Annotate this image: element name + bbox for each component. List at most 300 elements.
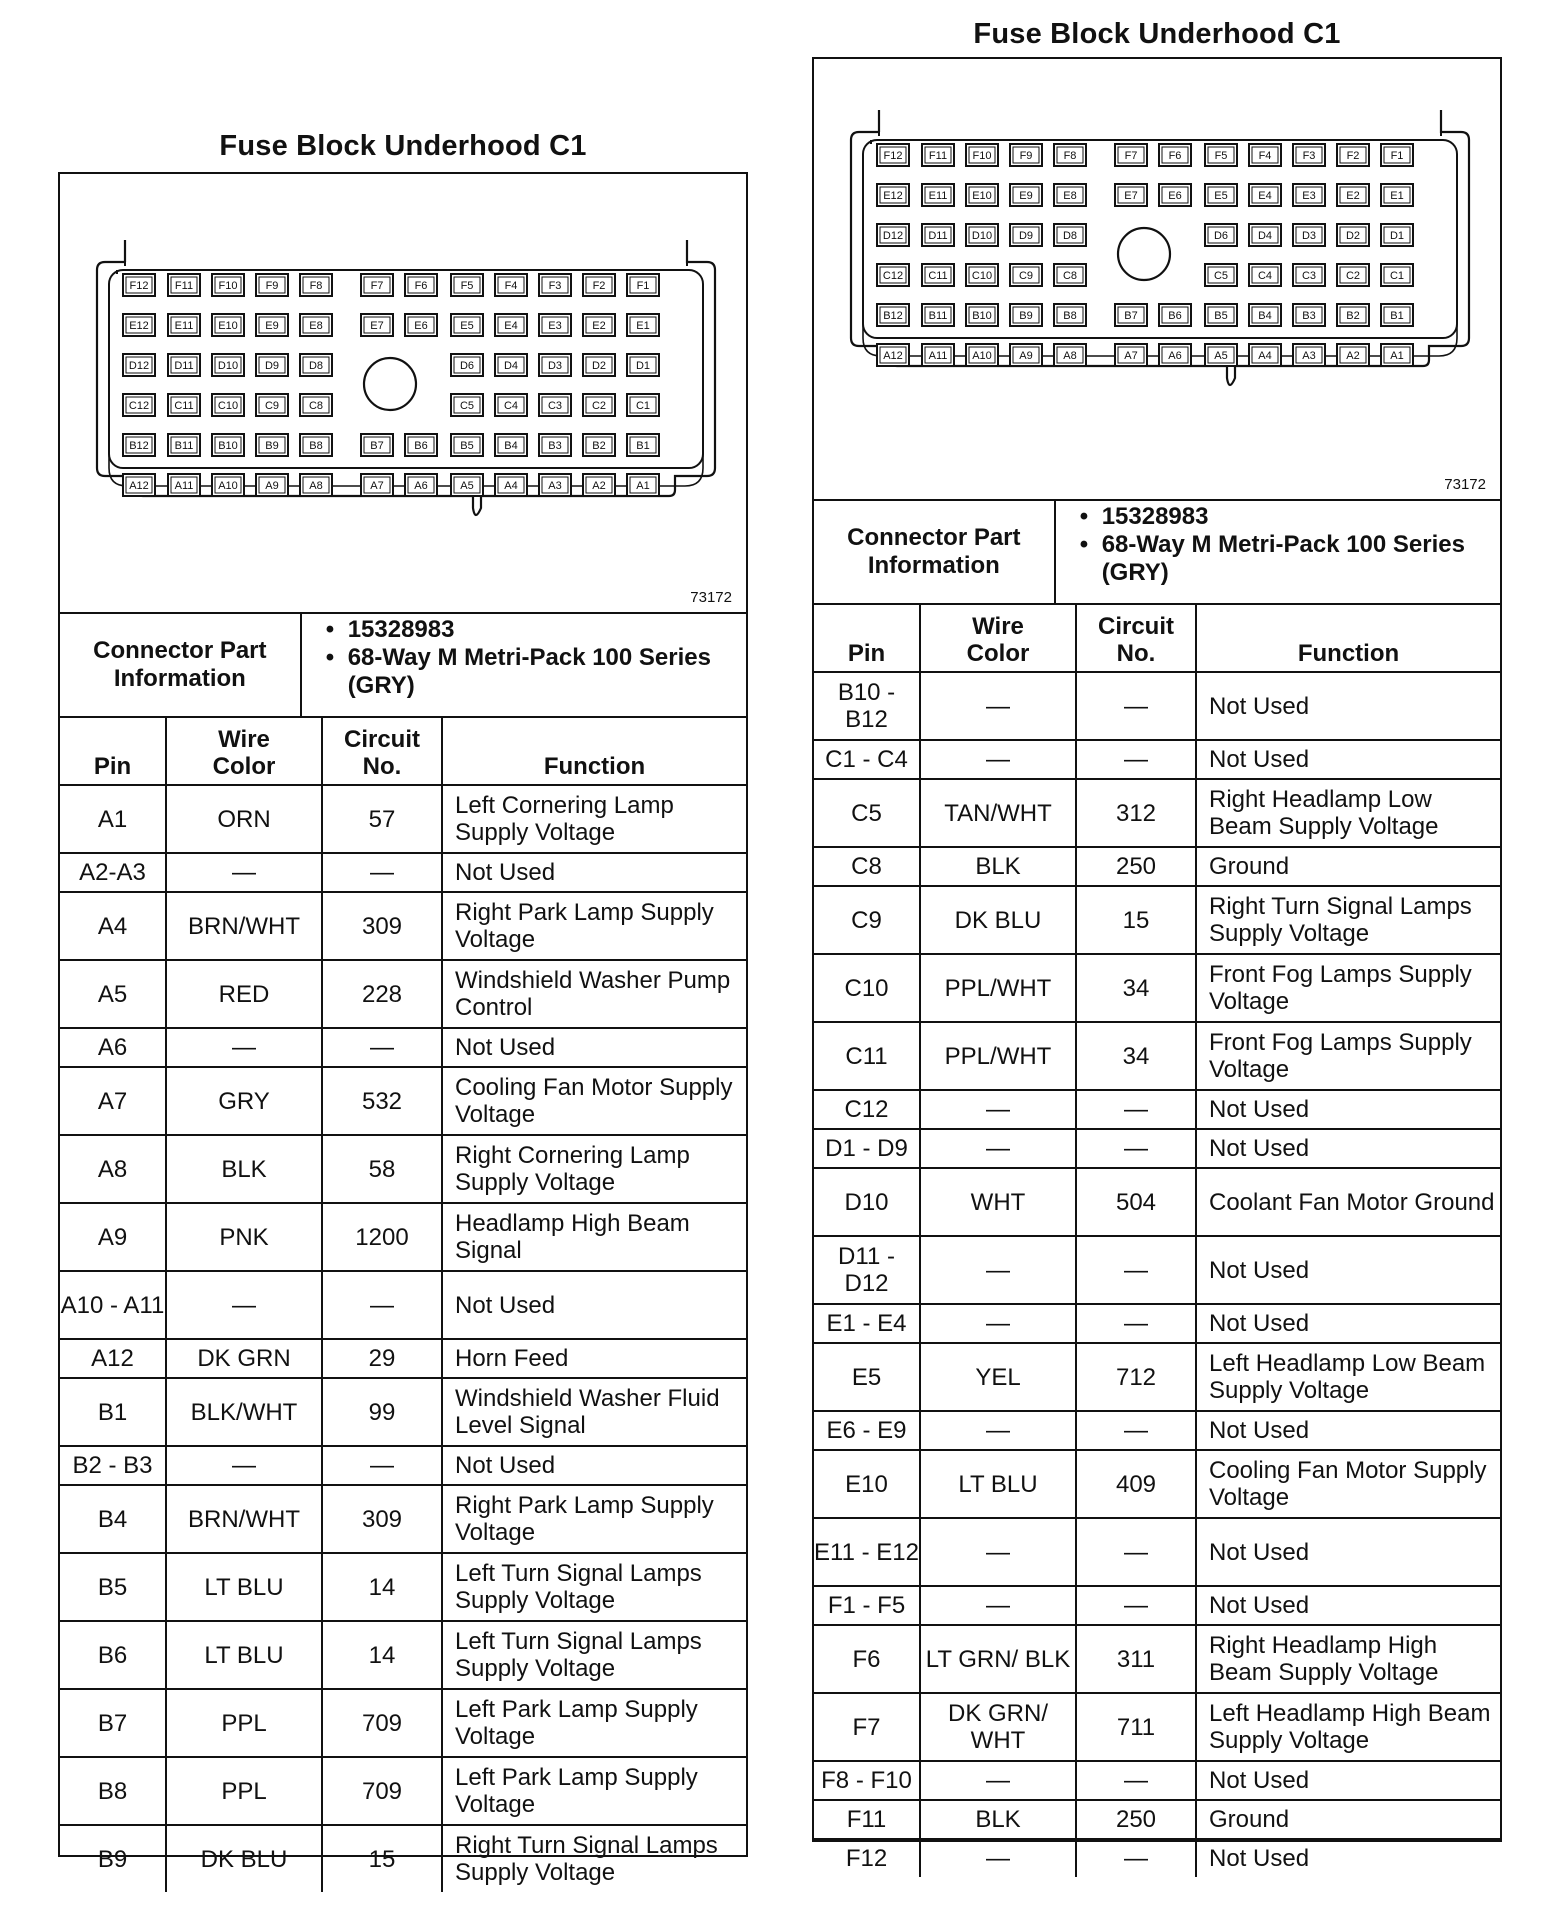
left-cell-func: Not Used	[455, 1291, 556, 1319]
right-cell-circuit: 311	[1077, 1626, 1197, 1692]
right-cell-func: Not Used	[1209, 746, 1310, 773]
left-cell-color: BRN/WHT	[167, 1486, 323, 1552]
pin-label: B3	[1302, 310, 1316, 322]
left-cell-circuit: 1200	[323, 1204, 443, 1270]
pin-label: A2	[1346, 350, 1360, 362]
pin-cavity	[168, 394, 200, 416]
pin-label: A10	[218, 480, 238, 492]
right-cell-color: —	[921, 741, 1077, 778]
right-cell-pin: F6	[814, 1626, 921, 1692]
right-cell-circuit: 34	[1077, 955, 1197, 1021]
right-cell-func: Left Headlamp Low Beam Supply Voltage	[1209, 1350, 1486, 1404]
pin-label: E1	[1390, 190, 1404, 202]
right-cell-pin: F11	[814, 1801, 921, 1838]
right-part-number: 15328983	[1101, 503, 1209, 530]
left-cell-circuit: —	[323, 1447, 443, 1484]
pin-cavity	[583, 274, 615, 296]
right-cell-color: —	[921, 1587, 1077, 1624]
table-row	[814, 1237, 1500, 1305]
left-cell-func: Right Park Lamp Supply Voltage	[455, 899, 714, 953]
table-row	[60, 1554, 746, 1622]
pin-cavity	[539, 354, 571, 376]
right-cell-circuit: —	[1077, 1237, 1197, 1303]
table-row	[814, 1694, 1500, 1762]
pin-cavity	[168, 314, 200, 336]
left-cell-color: LT BLU	[167, 1622, 323, 1688]
left-cell-color: DK BLU	[167, 1826, 323, 1892]
pin-label: A7	[1124, 350, 1138, 362]
left-cell-func: Left Turn Signal Lamps Supply Voltage	[455, 1560, 702, 1614]
pin-cavity	[627, 434, 659, 456]
pin-cavity	[1054, 144, 1086, 166]
right-cell-color: —	[921, 1412, 1077, 1449]
pin-label: E2	[592, 320, 606, 332]
pin-label: C2	[1345, 270, 1361, 282]
pin-cavity	[495, 474, 527, 496]
pin-label: E9	[265, 320, 279, 332]
left-cell-circuit: 532	[323, 1068, 443, 1134]
pin-label: D12	[128, 360, 150, 372]
left-cell-func: Not Used	[455, 859, 556, 886]
pin-label: C12	[128, 400, 150, 412]
pin-cavity	[1054, 344, 1086, 366]
pin-label: F6	[414, 280, 428, 292]
pin-cavity	[966, 224, 998, 246]
left-cell-circuit: 309	[323, 1486, 443, 1552]
left-cell-circuit: 57	[323, 786, 443, 852]
pin-label: E7	[370, 320, 384, 332]
pin-cavity	[212, 354, 244, 376]
table-row	[60, 1340, 746, 1379]
pin-label: B4	[504, 440, 518, 452]
right-part-info-values: • 15328983 • 68-Way M Metri-Pack 100 Series (GRY)	[1079, 503, 1465, 586]
pin-cavity	[1337, 184, 1369, 206]
right-cell-color: BLK	[921, 848, 1077, 885]
pin-label: D8	[308, 360, 324, 372]
pin-cavity	[405, 314, 437, 336]
left-cell-func: Right Cornering Lamp Supply Voltage	[455, 1142, 690, 1196]
pin-label: A4	[1258, 350, 1272, 362]
pin-cavity	[361, 314, 393, 336]
pin-label: E6	[414, 320, 428, 332]
right-cell-color: BLK	[921, 1801, 1077, 1838]
left-cell-color: GRY	[167, 1068, 323, 1134]
pin-cavity	[300, 354, 332, 376]
table-row	[60, 1379, 746, 1447]
left-cell-color: PPL	[167, 1690, 323, 1756]
pin-label: B10	[218, 440, 238, 452]
pin-cavity	[1381, 144, 1413, 166]
right-figure-ref: 73172	[1444, 476, 1486, 493]
pin-cavity	[1381, 184, 1413, 206]
pin-cavity	[583, 314, 615, 336]
pin-label: F3	[1302, 150, 1316, 162]
pin-label: E12	[883, 190, 903, 202]
table-row	[814, 1587, 1500, 1626]
table-row	[814, 1762, 1500, 1801]
pin-cavity	[1115, 344, 1147, 366]
right-cell-circuit: 504	[1077, 1169, 1197, 1235]
table-row	[814, 780, 1500, 848]
pin-label: D10	[217, 360, 239, 372]
left-header-circuit-no: Circuit No.	[323, 718, 443, 784]
right-cell-func: Not Used	[1209, 692, 1310, 720]
pin-cavity	[1293, 184, 1325, 206]
left-cell-func: Windshield Washer Fluid Level Signal	[455, 1385, 720, 1439]
pin-cavity	[1205, 224, 1237, 246]
table-row	[60, 1447, 746, 1486]
pin-label: D4	[1257, 230, 1273, 242]
pin-cavity	[1337, 264, 1369, 286]
left-cell-pin: B6	[60, 1622, 167, 1688]
pin-cavity	[966, 144, 998, 166]
right-cell-func: Right Headlamp Low Beam Supply Voltage	[1209, 786, 1439, 840]
pin-label: E5	[460, 320, 474, 332]
pin-cavity	[583, 434, 615, 456]
pin-cavity	[212, 394, 244, 416]
pin-cavity	[877, 304, 909, 326]
right-cell-func: Left Headlamp High Beam Supply Voltage	[1209, 1700, 1491, 1754]
right-cell-circuit: —	[1077, 1587, 1197, 1624]
table-row	[60, 1136, 746, 1204]
pin-cavity	[922, 304, 954, 326]
pin-label: F4	[504, 280, 518, 292]
pin-label: A2	[592, 480, 606, 492]
pin-label: C3	[1301, 270, 1317, 282]
pin-cavity	[539, 474, 571, 496]
pin-cavity	[300, 394, 332, 416]
pin-label: D11	[928, 230, 948, 242]
housing-latch	[871, 132, 1441, 144]
right-cell-circuit: 312	[1077, 780, 1197, 846]
pin-cavity	[495, 274, 527, 296]
pin-label: F9	[265, 280, 279, 292]
table-row	[814, 848, 1500, 887]
pin-label: E1	[636, 320, 650, 332]
pin-label: E5	[1214, 190, 1228, 202]
right-cell-func: Not Used	[1209, 1417, 1310, 1444]
right-cell-color: —	[921, 1519, 1077, 1585]
pin-label: B1	[636, 440, 650, 452]
pin-label: D2	[1345, 230, 1361, 242]
right-cell-circuit: —	[1077, 741, 1197, 778]
pin-cavity	[1205, 344, 1237, 366]
pin-cavity	[877, 344, 909, 366]
table-row	[814, 1344, 1500, 1412]
pin-cavity	[539, 314, 571, 336]
left-cell-func: Horn Feed	[455, 1345, 569, 1372]
pin-label: E4	[504, 320, 518, 332]
connector-body	[97, 240, 715, 515]
pin-label: C11	[928, 270, 948, 282]
pin-label: F2	[592, 280, 606, 292]
table-row	[60, 854, 746, 893]
pin-cavity	[583, 474, 615, 496]
pin-label: C12	[882, 270, 904, 282]
pin-cavity	[922, 184, 954, 206]
right-cell-color: WHT	[921, 1169, 1077, 1235]
pin-cavity	[966, 264, 998, 286]
right-cell-circuit: 250	[1077, 1801, 1197, 1838]
pin-cavity	[877, 224, 909, 246]
pin-label: B11	[928, 310, 948, 322]
pin-label: D9	[264, 360, 280, 372]
pin-label: C5	[459, 400, 475, 412]
pin-cavity	[300, 434, 332, 456]
pin-cavity	[583, 394, 615, 416]
left-cell-color: BLK/WHT	[167, 1379, 323, 1445]
pin-cavity	[1054, 264, 1086, 286]
right-cell-color: —	[921, 1091, 1077, 1128]
pin-label: E8	[1063, 190, 1077, 202]
pin-cavity	[1010, 344, 1042, 366]
table-row	[60, 1758, 746, 1826]
pin-cavity	[877, 264, 909, 286]
left-cell-pin: B8	[60, 1758, 167, 1824]
pin-cavity	[1381, 344, 1413, 366]
pin-cavity	[256, 434, 288, 456]
pin-cavity	[627, 274, 659, 296]
right-cell-func: Right Headlamp High Beam Supply Voltage	[1209, 1632, 1439, 1686]
pin-cavity	[1115, 304, 1147, 326]
pin-cavity	[168, 354, 200, 376]
left-connector-drawing	[60, 174, 746, 612]
pin-cavity	[1293, 224, 1325, 246]
pin-label: B12	[883, 310, 903, 322]
table-row	[814, 1801, 1500, 1840]
table-row	[814, 887, 1500, 955]
table-row	[60, 1029, 746, 1068]
left-cell-pin: B9	[60, 1826, 167, 1892]
left-part-info-values: • 15328983 • 68-Way M Metri-Pack 100 Series (GRY)	[325, 616, 711, 699]
right-header-pin: Pin	[814, 605, 921, 671]
table-row	[60, 1690, 746, 1758]
pin-label: E10	[972, 190, 992, 202]
left-cell-func: Left Park Lamp Supply Voltage	[455, 1696, 698, 1750]
pin-label: F7	[1124, 150, 1138, 162]
pin-label: F6	[1168, 150, 1182, 162]
left-cell-color: PNK	[167, 1204, 323, 1270]
right-cell-pin: C11	[814, 1023, 921, 1089]
pin-label: B8	[309, 440, 323, 452]
pin-label: E10	[218, 320, 238, 332]
pin-cavity	[877, 144, 909, 166]
pin-label: B6	[1168, 310, 1182, 322]
right-part-info	[814, 501, 1500, 605]
pin-label: A5	[1214, 350, 1228, 362]
left-cell-pin: A12	[60, 1340, 167, 1377]
pin-cavity	[1249, 264, 1281, 286]
pin-cavity	[1205, 144, 1237, 166]
pin-label: F4	[1258, 150, 1272, 162]
left-cell-color: LT BLU	[167, 1554, 323, 1620]
right-cell-pin: C12	[814, 1091, 921, 1128]
pin-label: F11	[928, 150, 948, 162]
table-row	[60, 1486, 746, 1554]
table-row	[814, 955, 1500, 1023]
pin-label: C9	[1018, 270, 1034, 282]
left-cell-circuit: 58	[323, 1136, 443, 1202]
pin-cavity	[123, 394, 155, 416]
pin-label: A7	[370, 480, 384, 492]
pin-label: D9	[1018, 230, 1034, 242]
left-cell-circuit: —	[323, 1272, 443, 1338]
pin-label: C9	[264, 400, 280, 412]
left-cell-color: BRN/WHT	[167, 893, 323, 959]
right-cell-color: —	[921, 1762, 1077, 1799]
pin-label: A3	[548, 480, 562, 492]
pin-cavity	[1010, 144, 1042, 166]
pin-cavity	[1249, 224, 1281, 246]
left-cell-color: —	[167, 1029, 323, 1066]
pin-label: A12	[883, 350, 903, 362]
right-cell-pin: F7	[814, 1694, 921, 1760]
left-cell-circuit: 228	[323, 961, 443, 1027]
pin-cavity	[256, 274, 288, 296]
pin-label: A6	[1168, 350, 1182, 362]
pin-cavity	[168, 274, 200, 296]
pin-label: E12	[129, 320, 149, 332]
pin-label: E9	[1019, 190, 1033, 202]
pin-cavity	[966, 304, 998, 326]
left-cell-func: Right Turn Signal Lamps Supply Voltage	[455, 1832, 718, 1886]
right-cell-func: Front Fog Lamps Supply Voltage	[1209, 1029, 1472, 1083]
right-cell-circuit: —	[1077, 1305, 1197, 1342]
pin-label: C3	[547, 400, 563, 412]
pin-cavity	[451, 314, 483, 336]
right-cell-circuit: 711	[1077, 1694, 1197, 1760]
left-cell-color: —	[167, 1272, 323, 1338]
pin-label: B11	[174, 440, 194, 452]
pin-label: B7	[1124, 310, 1138, 322]
pin-cavity	[1054, 304, 1086, 326]
pin-label: D10	[971, 230, 993, 242]
pin-cavity	[1249, 144, 1281, 166]
pin-label: E3	[548, 320, 562, 332]
pin-label: D11	[174, 360, 194, 372]
pin-cavity	[1249, 304, 1281, 326]
left-cell-color: —	[167, 854, 323, 891]
pin-label: F11	[174, 280, 194, 292]
pin-label: B6	[414, 440, 428, 452]
pin-cavity	[539, 434, 571, 456]
right-cell-func: Not Used	[1209, 1592, 1310, 1619]
pin-cavity	[1205, 184, 1237, 206]
right-cell-circuit: —	[1077, 1412, 1197, 1449]
table-row	[60, 1826, 746, 1892]
pin-cavity	[451, 434, 483, 456]
pin-label: C4	[503, 400, 519, 412]
left-cell-circuit: 29	[323, 1340, 443, 1377]
right-cell-func: Not Used	[1209, 1538, 1310, 1566]
pin-cavity	[361, 274, 393, 296]
pin-cavity	[1381, 304, 1413, 326]
right-header-wire-color: Wire Color	[921, 605, 1077, 671]
pin-label: C5	[1213, 270, 1229, 282]
pin-label: D4	[503, 360, 519, 372]
pin-cavity	[361, 474, 393, 496]
left-connector-diagram	[60, 174, 746, 614]
left-cell-pin: A2-A3	[60, 854, 167, 891]
right-cell-color: LT BLU	[921, 1451, 1077, 1517]
left-cell-func: Cooling Fan Motor Supply Voltage	[455, 1074, 733, 1128]
pin-cavity	[256, 394, 288, 416]
left-cell-func: Left Turn Signal Lamps Supply Voltage	[455, 1628, 702, 1682]
left-title: Fuse Block Underhood C1	[219, 130, 587, 162]
table-row	[814, 1130, 1500, 1169]
left-connector-panel	[58, 172, 748, 1886]
pin-label: A8	[309, 480, 323, 492]
pin-cavity	[361, 434, 393, 456]
right-cell-color: —	[921, 1237, 1077, 1303]
pin-cavity	[123, 434, 155, 456]
pin-cavity	[451, 394, 483, 416]
pin-label: A12	[129, 480, 149, 492]
left-cell-circuit: —	[323, 854, 443, 891]
pin-label: F2	[1346, 150, 1360, 162]
right-connector-panel	[812, 57, 1502, 1872]
right-cell-pin: E6 - E9	[814, 1412, 921, 1449]
right-cell-func: Front Fog Lamps Supply Voltage	[1209, 961, 1472, 1015]
pin-cavity	[539, 394, 571, 416]
pin-cavity	[627, 474, 659, 496]
pin-label: A4	[504, 480, 518, 492]
left-cell-func: Right Park Lamp Supply Voltage	[455, 1492, 714, 1546]
pin-label: A10	[972, 350, 992, 362]
left-cell-pin: A5	[60, 961, 167, 1027]
pin-label: D1	[635, 360, 651, 372]
left-header-wire-color: Wire Color	[167, 718, 323, 784]
table-row	[60, 1622, 746, 1690]
right-cell-pin: C8	[814, 848, 921, 885]
pin-cavity	[1293, 264, 1325, 286]
right-cell-circuit: 34	[1077, 1023, 1197, 1089]
pin-label: C11	[174, 400, 194, 412]
left-cell-func: Not Used	[455, 1452, 556, 1479]
connector-body	[851, 110, 1469, 385]
pin-label: F7	[370, 280, 384, 292]
right-cell-func: Not Used	[1209, 1096, 1310, 1123]
pin-label: A11	[174, 480, 194, 492]
pin-label: A5	[460, 480, 474, 492]
left-header-pin: Pin	[60, 718, 167, 784]
left-cell-pin: B7	[60, 1690, 167, 1756]
pin-cavity	[1115, 184, 1147, 206]
pin-cavity	[627, 394, 659, 416]
right-cell-circuit: 250	[1077, 848, 1197, 885]
pin-label: C10	[217, 400, 239, 412]
pin-cavity	[495, 434, 527, 456]
left-cell-func: Left Park Lamp Supply Voltage	[455, 1764, 698, 1818]
left-cell-pin: A10 - A11	[60, 1272, 167, 1338]
table-row	[814, 1626, 1500, 1694]
left-cell-color: ORN	[167, 786, 323, 852]
left-cell-circuit: —	[323, 1029, 443, 1066]
pin-label: A9	[265, 480, 279, 492]
pin-label: F3	[548, 280, 562, 292]
pin-cavity	[539, 274, 571, 296]
pin-cavity	[123, 274, 155, 296]
left-part-description: 68-Way M Metri-Pack 100 Series (GRY)	[347, 644, 711, 699]
pin-label: B2	[1346, 310, 1360, 322]
right-cell-pin: E1 - E4	[814, 1305, 921, 1342]
right-cell-circuit: —	[1077, 1762, 1197, 1799]
right-cell-color: DK BLU	[921, 887, 1077, 953]
pin-label: D6	[459, 360, 475, 372]
table-row	[814, 741, 1500, 780]
housing-latch	[117, 262, 687, 274]
right-cell-color: —	[921, 1305, 1077, 1342]
